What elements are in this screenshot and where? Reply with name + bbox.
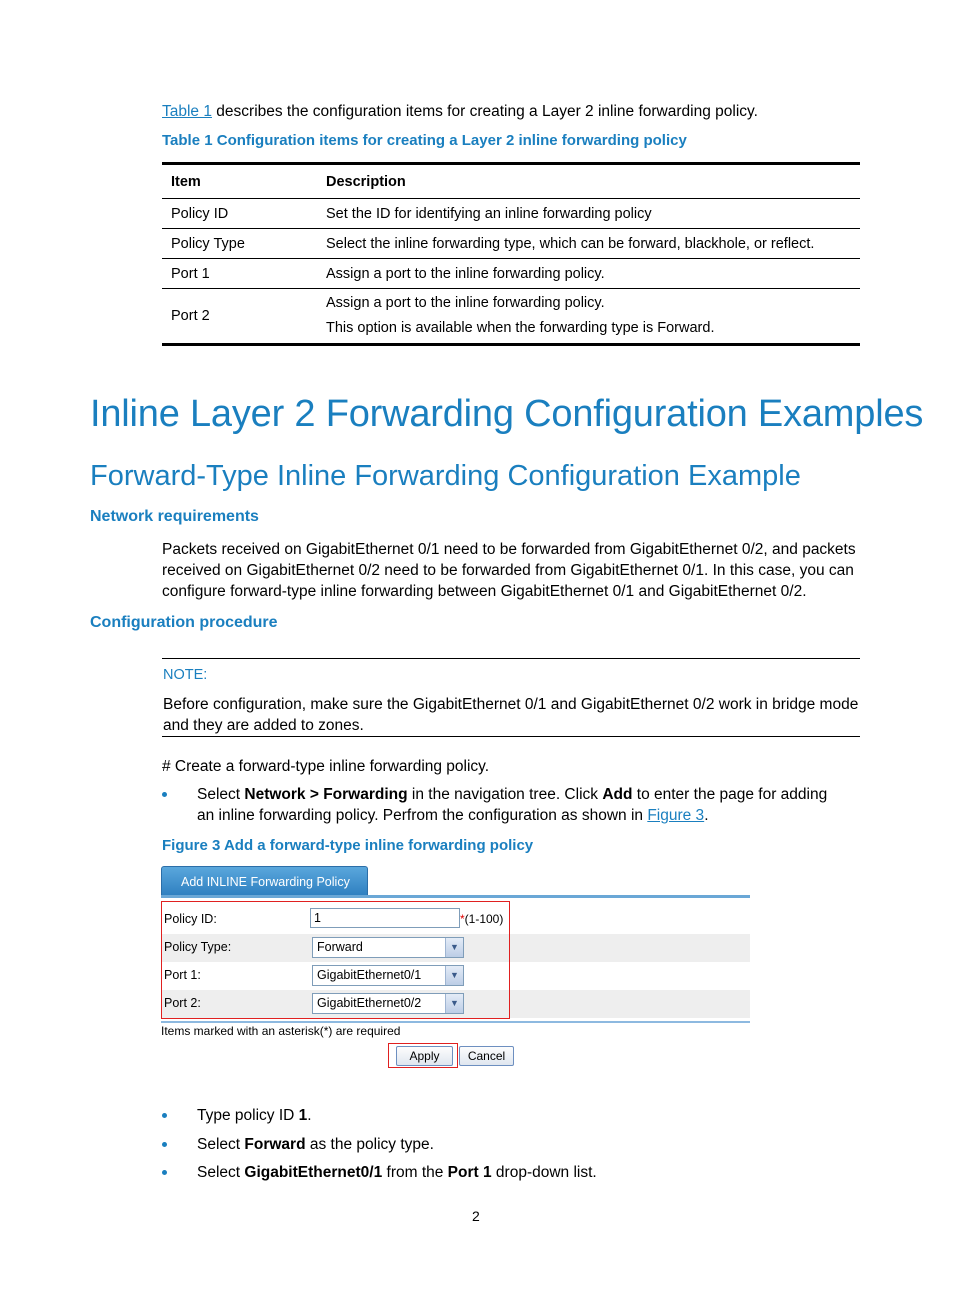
table-row xyxy=(162,259,860,289)
page-number: 2 xyxy=(472,1208,480,1224)
table-cell-description: Set the ID for identifying an inline forwarding policy xyxy=(317,199,860,229)
bullet-line xyxy=(197,805,709,826)
text-line: configure forward-type inline forwarding between GigabitEthernet 0/1 and GigabitEthernet 0/2. xyxy=(162,583,807,600)
highlight-box xyxy=(161,901,510,1019)
text-span: Select xyxy=(197,1136,245,1153)
bullet-icon xyxy=(162,1142,167,1147)
policy-type-label: Policy Type: xyxy=(164,940,232,954)
step-text: # Create a forward-type inline forwarding policy. xyxy=(162,758,490,775)
table-cell-item: Port 1 xyxy=(162,259,317,289)
figure-3-form xyxy=(161,866,750,1072)
apply-button[interactable]: Apply xyxy=(396,1046,453,1066)
text-span: Select xyxy=(197,1164,245,1181)
add-label: Add xyxy=(602,786,633,803)
network-requirements-text xyxy=(162,539,856,602)
table-cell-item: Policy ID xyxy=(162,199,317,229)
selected-value: GigabitEthernet0/2 xyxy=(317,996,422,1010)
text-span: Select xyxy=(197,786,245,803)
bullet-icon xyxy=(162,792,167,797)
text-span: from the xyxy=(382,1164,448,1181)
form-tab[interactable]: Add INLINE Forwarding Policy xyxy=(161,866,368,896)
table-cell-item: Port 2 xyxy=(162,289,317,345)
bullet-line xyxy=(197,1134,434,1155)
bullet-icon xyxy=(162,1170,167,1175)
text-span: in the navigation tree. Click xyxy=(407,786,603,803)
text-line: Before configuration, make sure the GigabitEthernet 0/1 and GigabitEthernet 0/2 work in bridge mode xyxy=(163,696,859,713)
text-line: received on GigabitEthernet 0/2 need to be forwarded from GigabitEthernet 0/1. In this case, you can xyxy=(162,562,854,579)
selected-value: GigabitEthernet0/1 xyxy=(317,968,422,982)
configuration-procedure-heading: Configuration procedure xyxy=(90,614,278,631)
required-star: * xyxy=(460,912,465,926)
policy-id-input[interactable]: 1 xyxy=(310,908,460,928)
table-cell-item: Policy Type xyxy=(162,229,317,259)
note-label: NOTE: xyxy=(163,667,208,683)
selected-value: Forward xyxy=(317,940,363,954)
form-bottom-rule xyxy=(161,1021,750,1023)
bullet-line xyxy=(197,1105,312,1126)
text-span: to enter the page for adding xyxy=(632,786,828,803)
section-heading: Forward-Type Inline Forwarding Configuration Example xyxy=(90,460,801,492)
bold-value: GigabitEthernet0/1 xyxy=(244,1164,383,1181)
table-cell-description: Assign a port to the inline forwarding policy. xyxy=(317,259,860,289)
range-hint: (1-100) xyxy=(464,912,504,926)
text-span: . xyxy=(307,1107,312,1124)
policy-id-label: Policy ID: xyxy=(164,912,217,926)
port-1-label: Port 1: xyxy=(164,968,201,982)
text-span: as the policy type. xyxy=(305,1136,434,1153)
bullet-line xyxy=(197,1162,597,1183)
table-1-link[interactable]: Table 1 xyxy=(162,103,212,120)
port-2-label: Port 2: xyxy=(164,996,201,1010)
bold-value: 1 xyxy=(298,1107,308,1124)
cancel-button[interactable]: Cancel xyxy=(459,1046,514,1066)
intro-paragraph xyxy=(162,101,758,122)
table-row xyxy=(162,229,860,259)
figure-3-caption: Figure 3 Add a forward-type inline forwarding policy xyxy=(162,837,534,854)
text-span: an inline forwarding policy. Perfrom the configuration as shown in xyxy=(197,807,648,824)
figure-3-link[interactable]: Figure 3 xyxy=(647,807,705,824)
bullet-icon xyxy=(162,1113,167,1118)
required-note: Items marked with an asterisk(*) are required xyxy=(161,1024,401,1038)
list-item xyxy=(162,784,862,826)
text-line: and they are added to zones. xyxy=(163,717,364,734)
intro-text: describes the configuration items for creating a Layer 2 inline forwarding policy. xyxy=(211,103,758,120)
tab-underline xyxy=(161,895,750,898)
bold-value: Port 1 xyxy=(447,1164,492,1181)
chevron-down-icon[interactable]: ▼ xyxy=(445,938,463,957)
description-line: Assign a port to the inline forwarding policy. xyxy=(326,295,605,311)
bullet-line xyxy=(197,784,827,805)
list-item xyxy=(162,1162,862,1183)
bold-value: Forward xyxy=(244,1136,306,1153)
table-header-row xyxy=(162,164,860,199)
note-text xyxy=(163,694,858,736)
note-bottom-rule xyxy=(162,736,860,737)
table-header-item: Item xyxy=(162,164,317,199)
list-item xyxy=(162,1105,862,1126)
menu-path: Network > Forwarding xyxy=(244,786,408,803)
chevron-down-icon[interactable]: ▼ xyxy=(445,994,463,1013)
text-span: drop-down list. xyxy=(491,1164,597,1181)
text-span: . xyxy=(704,807,709,824)
apply-highlight-box xyxy=(388,1043,458,1068)
description-line: This option is available when the forwarding type is Forward. xyxy=(326,320,715,336)
table-1-caption: Table 1 Configuration items for creating a Layer 2 inline forwarding policy xyxy=(162,132,687,149)
config-items-table xyxy=(162,162,860,346)
table-cell-description xyxy=(317,289,860,345)
table-row xyxy=(162,289,860,345)
network-requirements-heading: Network requirements xyxy=(90,508,259,525)
table-cell-description: Select the inline forwarding type, which can be forward, blackhole, or reflect. xyxy=(317,229,860,259)
text-line: Packets received on GigabitEthernet 0/1 need to be forwarded from GigabitEthernet 0/2, and packets xyxy=(162,541,856,558)
table-row xyxy=(162,199,860,229)
table-header-description: Description xyxy=(317,164,860,199)
chevron-down-icon[interactable]: ▼ xyxy=(445,966,463,985)
chapter-heading: Inline Layer 2 Forwarding Configuration Examples xyxy=(90,393,924,435)
text-span: Type policy ID xyxy=(197,1107,299,1124)
list-item xyxy=(162,1134,862,1155)
note-top-rule xyxy=(162,658,860,659)
